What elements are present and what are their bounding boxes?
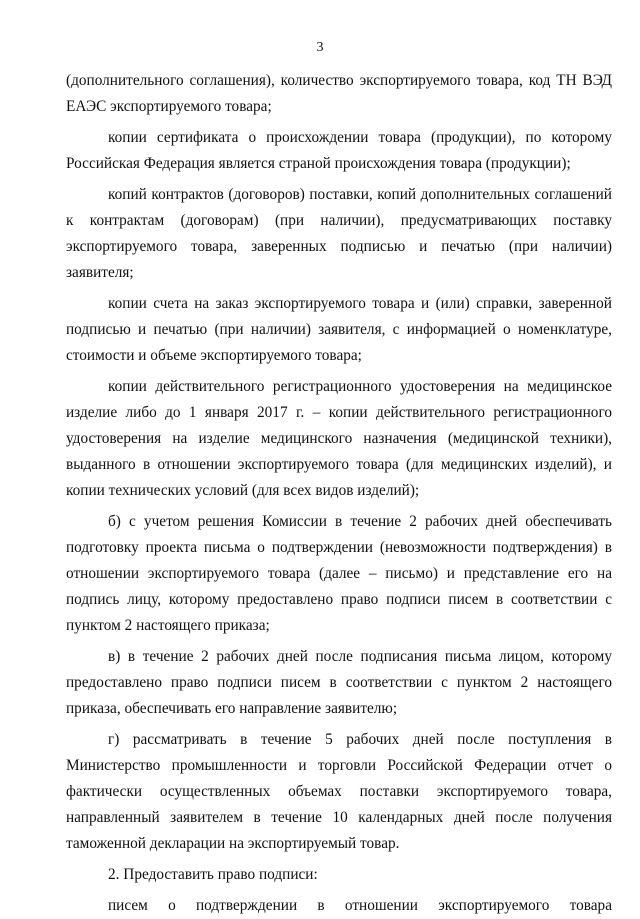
document-body <box>66 68 612 919</box>
paragraph-item-b: б) с учетом решения Комиссии в течение 2 рабочих дней обеспечивать подготовку проекта письма о подтверждении (невозможности подтверждения) в отношении экспортируемого товара (далее – письмо) и представление его на подпись лицу, которому предоставлено право подписи писем в соответствии с пунктом 2 настоящего приказа; <box>66 513 612 634</box>
paragraph-letters-line: писем о подтверждении в отношении экспортируемого товара <box>108 897 612 914</box>
paragraph-registration-certificate: копии действительного регистрационного удостоверения на медицинское изделие либо до 1 января 2017 г. – копии действительного регистрационного удостоверения на изделие медицинского назначения (медицинской техники), выданного в отношении экспортируемого товара (для медицинских изделий), и копии технических условий (для всех видов изделий); <box>66 378 612 499</box>
paragraph-item-v: в) в течение 2 рабочих дней после подписания письма лицом, которому предоставлено право подписи писем в соответствии с пунктом 2 настоящего приказа, обеспечивать его направление заявителю; <box>66 648 612 717</box>
paragraph-continuation: (дополнительного соглашения), количество экспортируемого товара, код ТН ВЭД ЕАЭС экспортируемого товара; <box>66 72 612 115</box>
paragraph-certificate-copy: копии сертификата о происхождении товара (продукции), по которому Российская Федерация является страной происхождения товара (продукции); <box>66 129 612 172</box>
paragraph-invoice-copy: копии счета на заказ экспортируемого товара и (или) справки, заверенной подписью и печатью (при наличии) заявителя, с информацией о номенклатуре, стоимости и объеме экспортируемого товара; <box>66 295 612 364</box>
paragraph-contract-copies: копий контрактов (договоров) поставки, копий дополнительных соглашений к контрактам (договорам) (при наличии), предусматривающих поставку экспортируемого товара, заверенных подписью и печатью (при наличии) заявителя; <box>66 186 612 281</box>
paragraph-section-2: 2. Предоставить право подписи: <box>108 866 318 883</box>
page-number: 3 <box>316 40 324 55</box>
paragraph-item-g: г) рассматривать в течение 5 рабочих дней после поступления в Министерство промышленности и торговли Российской Федерации отчет о фактически осуществленных объемах поставки экспортируемого товара, направленный заявителем в течение 10 календарных дней после получения таможенной декларации на экспортируемый товар. <box>66 731 612 852</box>
